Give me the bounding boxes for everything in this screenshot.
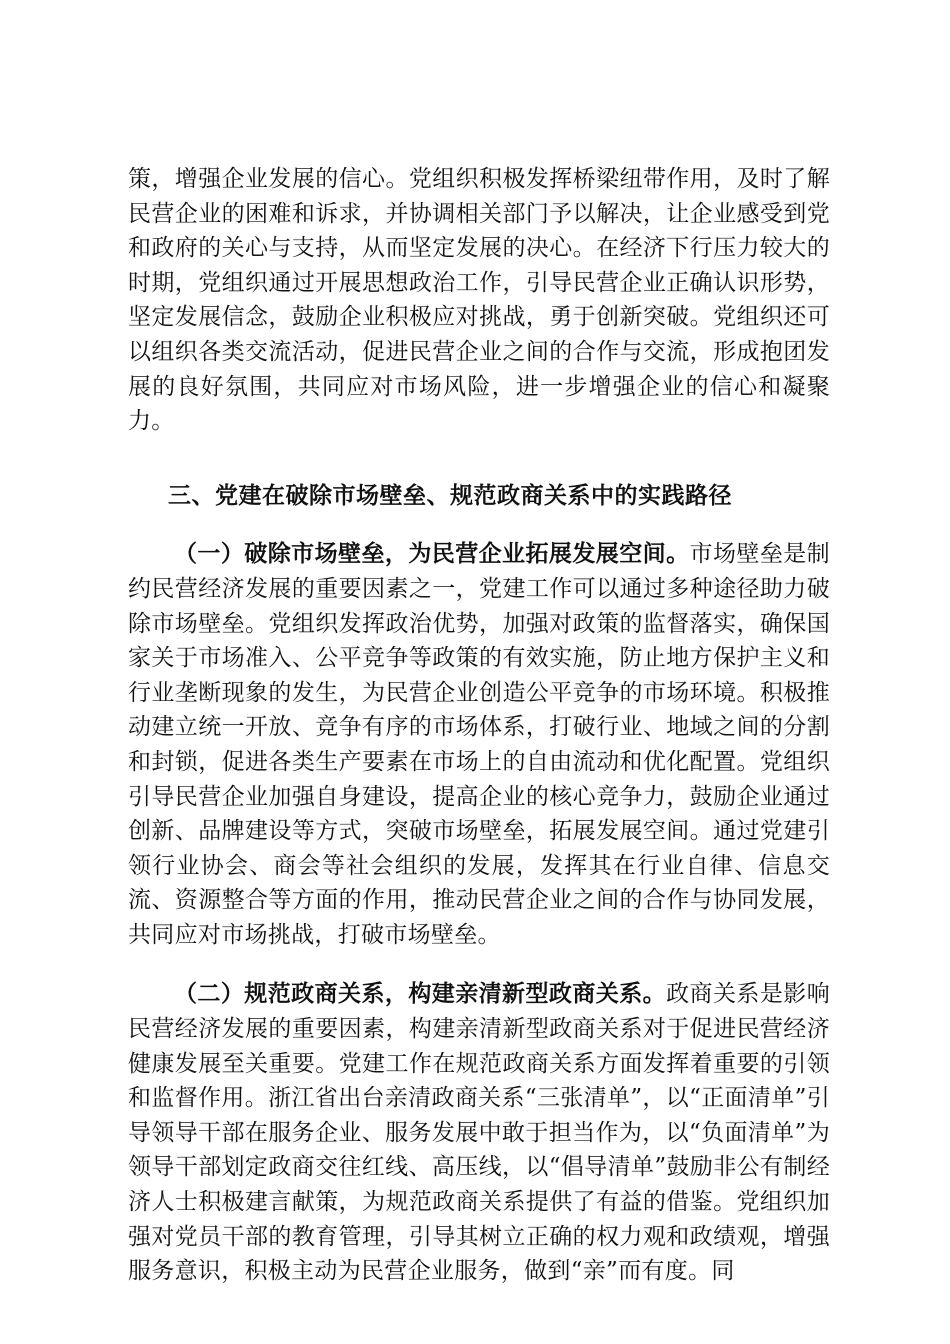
section-heading: 三、党建在破除市场壁垒、规范政商关系中的实践路径 [168,482,732,509]
subsection-2-body: 政商关系是影响民营经济发展的重要因素，构建亲清新型政商关系对于促进民营经济健康发展至关重要。党建工作在规范政商关系方面发挥着重要的引领和监督作用。浙江省出台亲清政商关系“三张清单”，以“正面清单”引导领导干部在服务企业、服务发展中敢于担当作为，以“负面清单”为领导干部划定政商交往红线、高压线，以“倡导清单”鼓励非公有制经济人士积极建言献策，为规范政商关系提供了有益的借鉴。党组织加强对党员干部的教育管理，引导其树立正确的权力观和政绩观，增强服务意识，积极主动为民营企业服务，做到“亲”而有度。同 [128,981,830,1285]
subsection-1-paragraph [128,537,830,952]
subsection-1-lead: （一）破除市场壁垒，为民营企业拓展发展空间。 [174,541,690,568]
subsection-2-lead: （二）规范政商关系，构建亲清新型政商关系。 [174,981,667,1008]
subsection-1-body: 市场壁垒是制约民营经济发展的重要因素之一，党建工作可以通过多种途径助力破除市场壁垒。党组织发挥政治优势，加强对政策的监督落实，确保国家关于市场准入、公平竞争等政策的有效实施，防止地方保护主义和行业垄断现象的发生，为民营企业创造公平竞争的市场环境。积极推动建立统一开放、竞争有序的市场体系，打破行业、地域之间的分割和封锁，促进各类生产要素在市场上的自由流动和优化配置。党组织引导民营企业加强自身建设，提高企业的核心竞争力，鼓励企业通过创新、品牌建设等方式，突破市场壁垒，拓展发展空间。通过党建引领行业协会、商会等社会组织的发展，发挥其在行业自律、信息交流、资源整合等方面的作用，推动民营企业之间的合作与协同发展，共同应对市场挑战，打破市场壁垒。 [128,541,830,948]
paragraph-continuation: 策，增强企业发展的信心。党组织积极发挥桥梁纽带作用，及时了解民营企业的困难和诉求，并协调相关部门予以解决，让企业感受到党和政府的关心与支持，从而坚定发展的决心。在经济下行压力较大的时期，党组织通过开展思想政治工作，引导民营企业正确认识形势，坚定发展信念，鼓励企业积极应对挑战，勇于创新突破。党组织还可以组织各类交流活动，促进民营企业之间的合作与交流，形成抱团发展的良好氛围，共同应对市场风险，进一步增强企业的信心和凝聚力。 [128,166,830,435]
document-page [128,162,830,1289]
subsection-2-paragraph [128,977,830,1288]
